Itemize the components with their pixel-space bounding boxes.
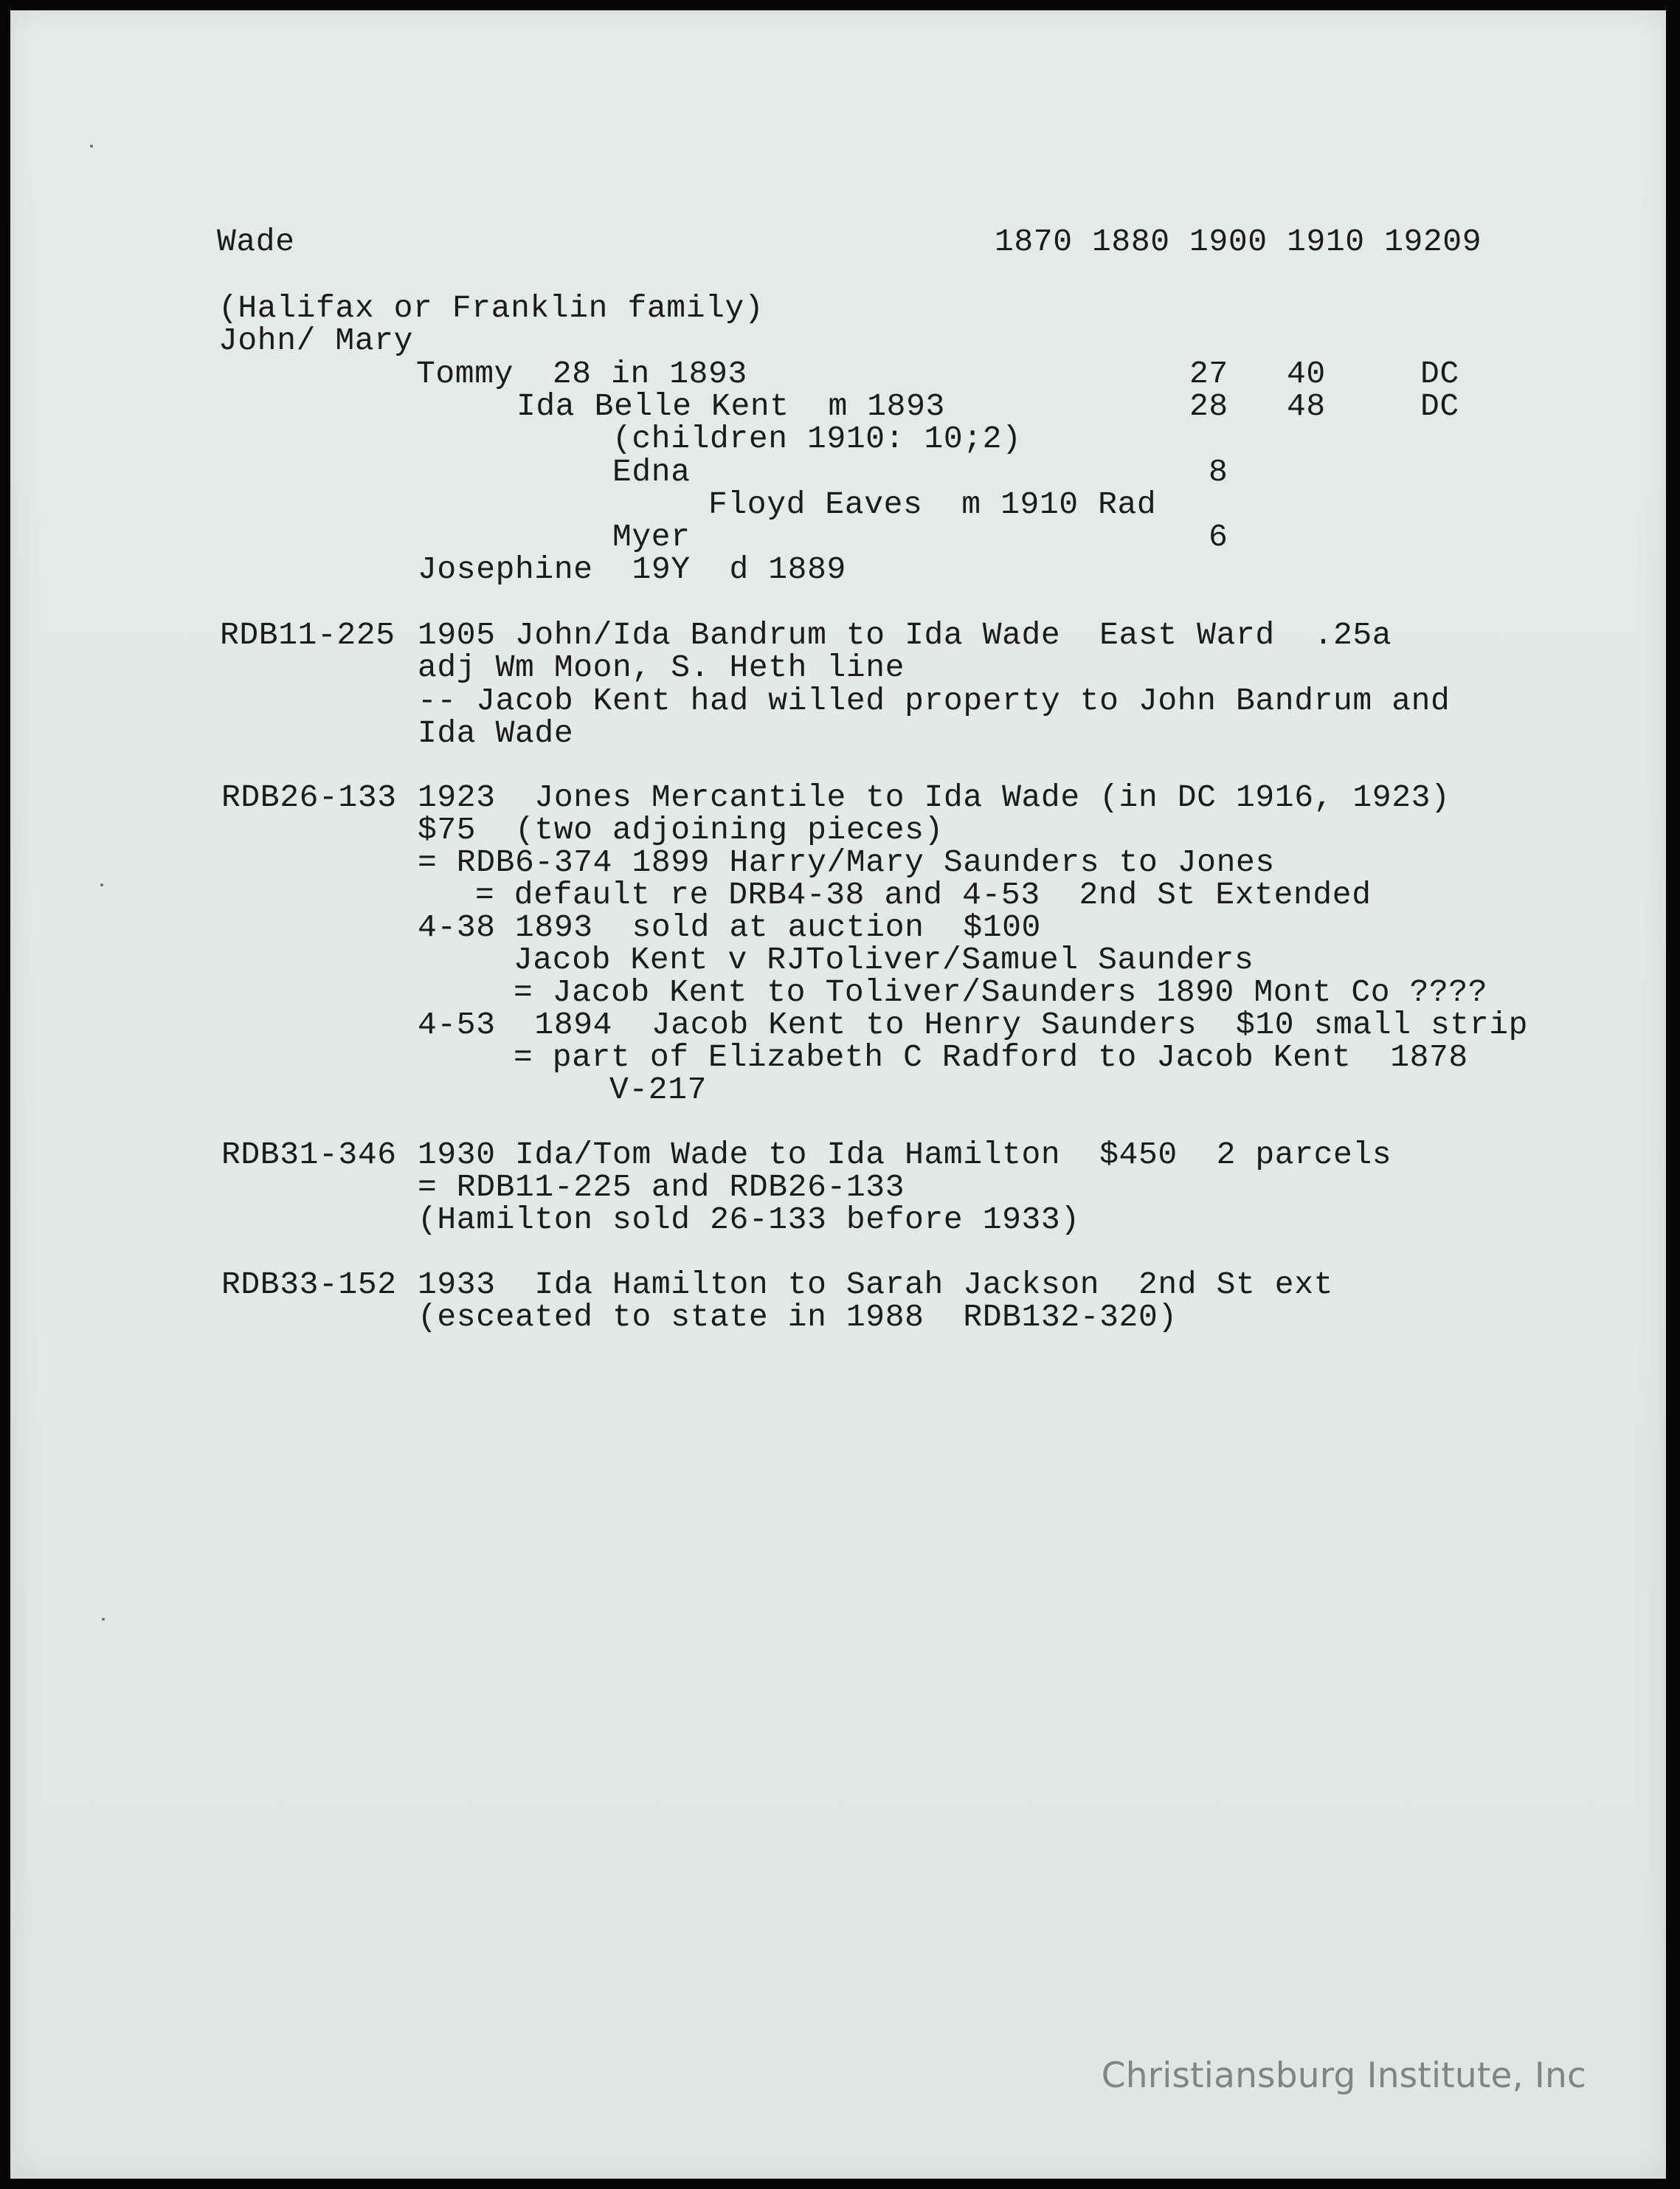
deed-line: = Jacob Kent to Toliver/Saunders 1890 Mont Co ???? (514, 974, 1488, 1010)
parents-line: John/ Mary (218, 323, 414, 359)
census-value: 28 (1189, 388, 1228, 424)
deed-reference: RDB31-346 (221, 1137, 397, 1173)
deed-line: V-217 (609, 1072, 708, 1108)
deed-line: Ida Wade (418, 715, 574, 751)
deed-line: 4-53 1894 Jacob Kent to Henry Saunders $10 small strip (418, 1007, 1529, 1043)
deed-line: (esceated to state in 1988 RDB132-320) (418, 1299, 1178, 1335)
deed-reference: RDB11-225 (220, 617, 395, 653)
deed-line: adj Wm Moon, S. Heth line (418, 649, 905, 686)
person-tommy: Tommy 28 in 1893 (416, 356, 747, 392)
person-ida-belle-kent: Ida Belle Kent m 1893 (516, 388, 945, 424)
census-value: 8 (1209, 454, 1228, 490)
census-years-header: 1870 1880 1900 1910 19209 (995, 224, 1482, 260)
census-value: 6 (1209, 519, 1228, 555)
deed-line: 4-38 1893 sold at auction $100 (418, 909, 1041, 945)
person-myer: Myer (612, 519, 691, 555)
family-origin-note: (Halifax or Franklin family) (218, 290, 764, 326)
deed-reference: RDB33-152 (221, 1266, 397, 1303)
person-josephine: Josephine 19Y d 1889 (418, 551, 846, 587)
census-value: DC (1420, 356, 1459, 392)
census-value: DC (1420, 388, 1459, 424)
children-note: (children 1910: 10;2) (612, 421, 1022, 457)
census-value: 40 (1287, 356, 1326, 392)
deed-line: -- Jacob Kent had willed property to John Bandrum and (418, 683, 1451, 719)
paper-speck (102, 1618, 105, 1621)
person-edna: Edna (612, 454, 691, 490)
deed-line: 1905 John/Ida Bandrum to Ida Wade East Ward .25a (418, 617, 1392, 653)
deed-line: 1930 Ida/Tom Wade to Ida Hamilton $450 2 parcels (418, 1137, 1392, 1173)
census-value: 27 (1189, 356, 1228, 392)
deed-line: = RDB11-225 and RDB26-133 (418, 1169, 905, 1205)
paper-speck (90, 145, 93, 148)
surname-heading: Wade (217, 224, 295, 260)
deed-reference: RDB26-133 (221, 779, 397, 816)
person-floyd-eaves: Floyd Eaves m 1910 Rad (708, 486, 1157, 523)
deed-line: (Hamilton sold 26-133 before 1933) (418, 1202, 1080, 1238)
census-value: 48 (1287, 388, 1326, 424)
watermark-text: Christiansburg Institute, Inc (1101, 2055, 1586, 2096)
deed-line: = part of Elizabeth C Radford to Jacob Kent 1878 (514, 1039, 1468, 1075)
deed-line: 1923 Jones Mercantile to Ida Wade (in DC 1916, 1923) (418, 779, 1451, 816)
paper-speck (100, 883, 103, 886)
document-page (10, 10, 1666, 2179)
deed-line: $75 (two adjoining pieces) (418, 812, 944, 848)
deed-line: Jacob Kent v RJToliver/Samuel Saunders (514, 942, 1254, 978)
deed-line: = default re DRB4-38 and 4-53 2nd St Extended (475, 877, 1372, 913)
deed-line: = RDB6-374 1899 Harry/Mary Saunders to Jones (418, 844, 1275, 880)
deed-line: 1933 Ida Hamilton to Sarah Jackson 2nd St ext (418, 1266, 1333, 1303)
